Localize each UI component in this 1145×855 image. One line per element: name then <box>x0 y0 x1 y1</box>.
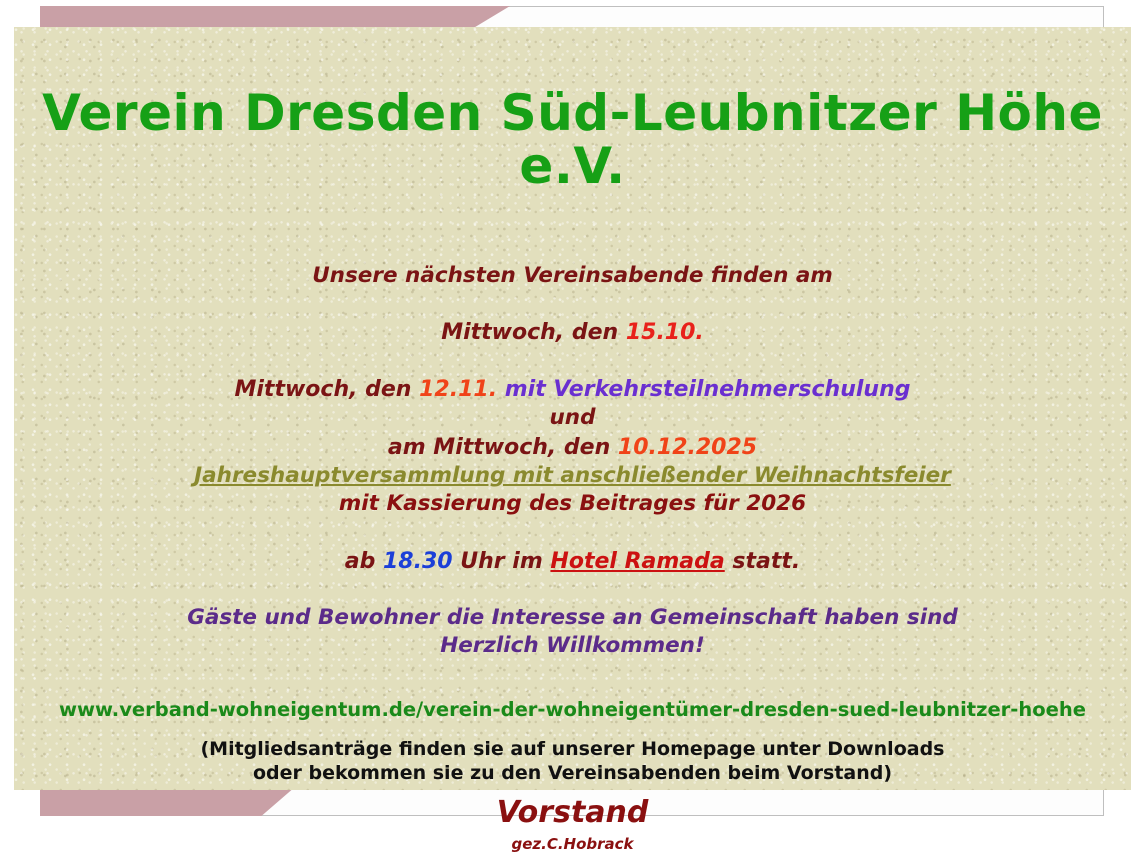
welcome-line-1: Gäste und Bewohner die Interesse an Gemeinschaft haben sind <box>187 604 958 630</box>
signoff: Vorstand <box>496 795 649 831</box>
signoff-signature: gez.C.Hobrack <box>511 834 634 853</box>
time-suffix: statt. <box>724 548 801 574</box>
date-2-value: 12.11. <box>419 377 498 403</box>
welcome-line-2: Herzlich Willkommen! <box>440 633 705 658</box>
fee-line: mit Kassierung des Beitrages für 2026 <box>338 491 807 517</box>
time-mid: Uhr im <box>452 548 551 574</box>
date-3-prefix: am Mittwoch, den <box>387 434 618 460</box>
website-link-wrap <box>14 696 1131 724</box>
venue-name[interactable]: Hotel Ramada <box>550 548 725 574</box>
time-venue-line <box>14 547 1131 576</box>
date-2-suffix: mit Verkehrsteilnehmerschulung <box>497 377 911 403</box>
intro-line: Unsere nächsten Vereinsabende finden am <box>312 263 833 288</box>
date-line-3 <box>14 433 1131 462</box>
page-title: Verein Dresden Süd-Leubnitzer Höhe e.V. <box>42 84 1103 195</box>
date-3-value: 10.12.2025 <box>617 434 758 460</box>
time-value: 18.30 <box>383 548 453 574</box>
date-line-2 <box>14 375 1131 404</box>
date-2-prefix: Mittwoch, den <box>234 377 420 403</box>
poster-card <box>14 27 1131 853</box>
assembly-line: Jahreshauptversammlung mit anschließender Weihnachtsfeier <box>194 462 951 488</box>
poster-body <box>14 226 1131 855</box>
time-prefix: ab <box>344 548 383 574</box>
website-link[interactable]: www.verband-wohneigentum.de/verein-der-wohneigentümer-dresden-sued-leubnitzer-hoehe <box>58 698 1086 722</box>
date-1-prefix: Mittwoch, den <box>441 320 626 346</box>
note-line-2: oder bekommen sie zu den Vereinsabenden beim Vorstand) <box>252 762 893 785</box>
date-1-value: 15.10. <box>625 320 704 346</box>
conjunction-und: und <box>549 405 596 431</box>
date-line-1 <box>14 318 1131 347</box>
note-line-1: (Mitgliedsanträge finden sie auf unserer Homepage unter Downloads <box>200 737 945 760</box>
